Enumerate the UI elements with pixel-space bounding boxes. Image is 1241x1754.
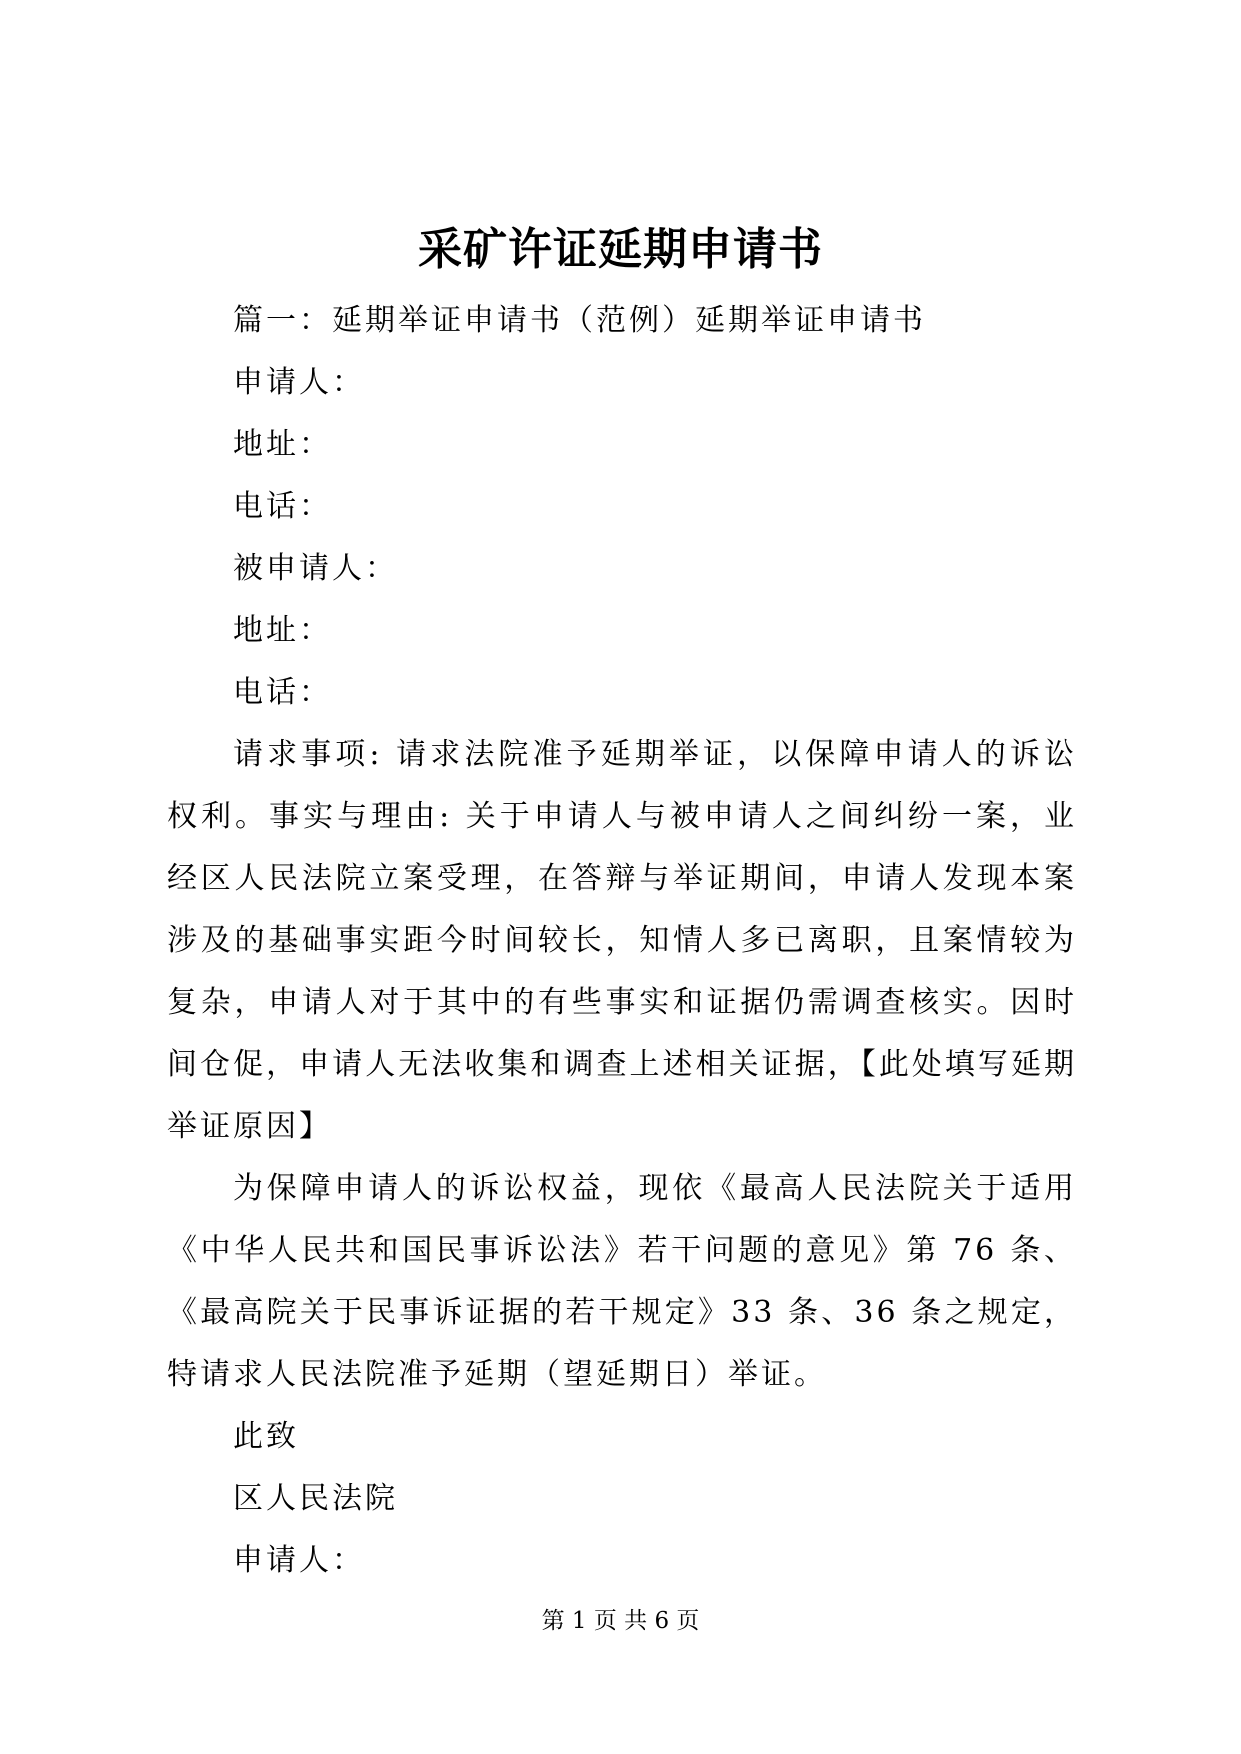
respondent-address-label: 地址： [233, 613, 332, 648]
page-number: 第 1 页 共 6 页 [541, 1608, 700, 1634]
document-title: 采矿许证延期申请书 [418, 224, 823, 275]
respondent-phone-label: 电话： [233, 675, 332, 710]
legal-basis-paragraph: 为保障申请人的诉讼权益，现依《最高人民法院关于适用《中华人民共和国民事诉讼法》若干问题的意见》第 76 条、《最高院关于民事诉证据的若干规定》33 条、36 条之规定，特请求人民法院准予延期（望延期日）举证。 [167, 1171, 1077, 1392]
respondent-label: 被申请人： [233, 551, 398, 586]
applicant-label: 申请人： [233, 365, 365, 400]
applicant-phone-label: 电话： [233, 489, 332, 524]
applicant-address-label: 地址： [233, 427, 332, 462]
recipient-court: 区人民法院 [233, 1481, 398, 1516]
document-body [167, 290, 1077, 1592]
salutation: 此致 [233, 1419, 299, 1454]
request-paragraph: 请求事项: 请求法院准予延期举证，以保障申请人的诉讼权利。事实与理由: 关于申请人与被申请人之间纠纷一案，业经区人民法院立案受理，在答辩与举证期间，申请人发现本案涉及的基础事实距今时间较长，知情人多已离职，且案情较为复杂，申请人对于其中的有些事实和证据仍需调查核实。因时间仓促，申请人无法收集和调查上述相关证据，【此处填写延期举证原因】 [167, 737, 1077, 1144]
signature-label: 申请人： [233, 1543, 365, 1578]
heading-line: 篇一：延期举证申请书（范例）延期举证申请书 [233, 303, 926, 338]
